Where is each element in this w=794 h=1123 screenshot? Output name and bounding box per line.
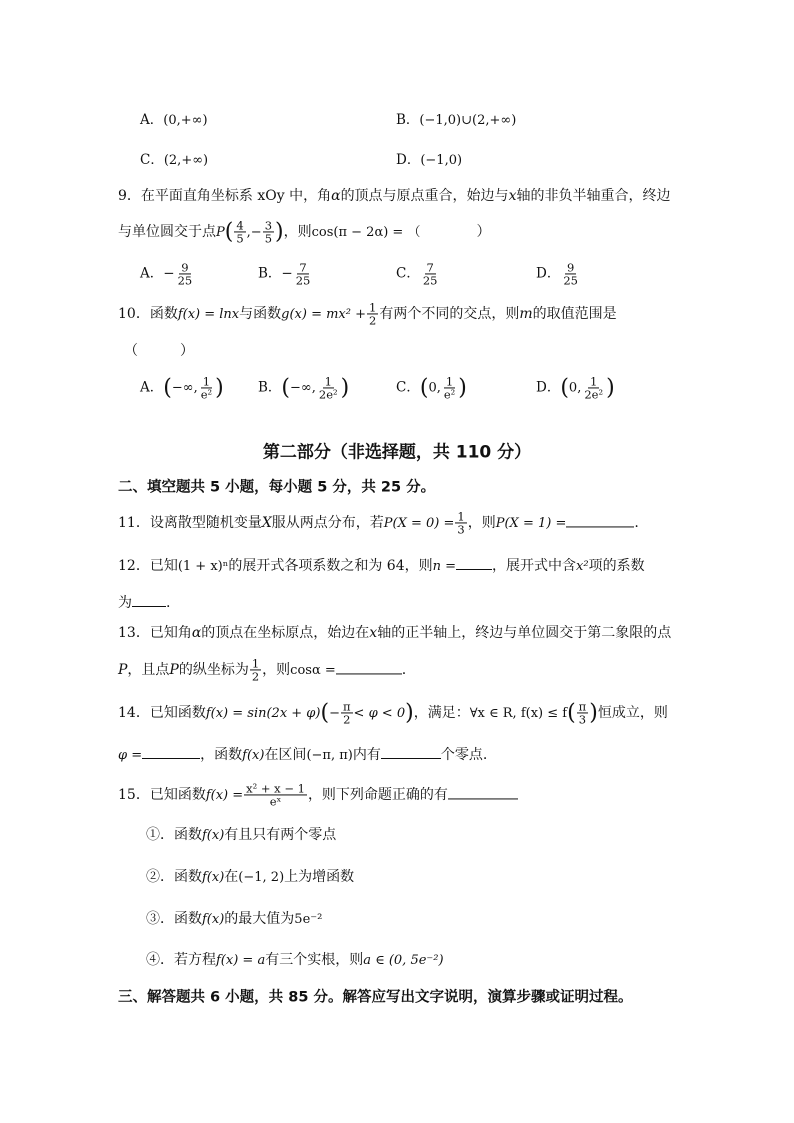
q10-text: 10．函数f(x) = lnx与函数g(x) = mx² + $\frac{1}{2}$ 有两个不同的交点，则m的取值范围是 [118, 300, 617, 328]
q9-option-d: D． $\frac{9}{25}$ [536, 260, 578, 288]
q9-option-b: B．− $\frac{7}{25}$ [258, 260, 311, 288]
q11 [0, 503, 794, 543]
part2-title: 第二部分（非选择题，共 110 分） [262, 442, 532, 463]
q8-option-c: C．(2,+∞) [140, 152, 209, 168]
q14-line2: φ = ，函数f(x)在区间(−π, π)内有 个零点. [118, 747, 488, 763]
q14-blank-phi[interactable] [142, 746, 200, 759]
q8-option-d: D．(−1,0) [396, 152, 463, 168]
q8-option-a: A．(0,+∞) [140, 112, 208, 128]
section2-heading: 二、填空题共 5 小题，每小题 5 分，共 25 分。 [118, 479, 436, 496]
q10-option-d: D．(0, $\frac{1}{\text{2e²}}$ ) [536, 374, 615, 402]
q15-text: 15．已知函数f(x) = $\frac{\text{x² + x − 1}}{\text{eˣ}}$ ，则下列命题正确的有 [118, 782, 518, 807]
q12-blank-n[interactable] [456, 557, 492, 570]
q8-option-b: B．(−1,0)∪(2,+∞) [396, 112, 517, 128]
q15-item-1: ①．函数f(x)有且只有两个零点 [146, 827, 337, 843]
q8-options-row2 [0, 138, 794, 178]
q13-line1 [0, 614, 794, 650]
q12-text: 12．已知(1 + x)ⁿ的展开式各项系数之和为 64，则n = ，展开式中含x²项的系数 [118, 558, 645, 574]
q9-py-fraction: $\frac{3}{5}$ [264, 218, 273, 246]
q9-line2 [0, 210, 794, 254]
q12-line2: 为 . [118, 595, 171, 611]
q11-answer-blank[interactable] [566, 514, 634, 527]
q10-answer-paren: （ ） [124, 343, 194, 359]
q15-item-4: ④．若方程f(x) = a有三个实根，则a ∈ (0, 5e⁻²) [146, 952, 444, 968]
q9-option-a: A．− $\frac{9}{25}$ [140, 260, 193, 288]
q14-line1 [0, 690, 794, 736]
q10-option-c: C．(0, $\frac{1}{\text{e²}}$ ) [396, 374, 467, 402]
q10-options [0, 366, 794, 410]
q9-line1 [0, 175, 794, 215]
section3-heading: 三、解答题共 6 小题，共 85 分。解答应写出文字说明，演算步骤或证明过程。 [118, 989, 633, 1006]
q15-stem [0, 772, 794, 818]
q9-px-fraction: $\frac{4}{5}$ [236, 218, 244, 246]
q13-line2: P，且点P的纵坐标为 $\frac{1}{2}$ ，则cosα = . [118, 656, 407, 684]
q11-text: 11．设离散型随机变量X服从两点分布，若P(X = 0) = $\frac{1}{3}$ ，则P(X = 1) = . [118, 509, 639, 537]
q12-blank-coef[interactable] [132, 594, 166, 607]
q14-blank-zeros[interactable] [381, 746, 441, 759]
q15-answer-blank[interactable] [448, 786, 518, 799]
q13-text: 13．已知角α的顶点在坐标原点，始边在x轴的正半轴上，终边与单位圆交于第二象限的点 [118, 625, 672, 641]
q9-options [0, 254, 794, 294]
q9-point: 与单位圆交于点P( $\frac{4}{5}$ ,− $\frac{3}{5}$ )，则cos(π − 2α) = （ ） [118, 218, 491, 246]
q10-line1 [0, 294, 794, 334]
q15-item-3: ③．函数f(x)的最大值为5e⁻² [146, 911, 323, 927]
q12-line1 [0, 545, 794, 585]
q13-answer-blank[interactable] [336, 661, 402, 674]
q9-text: 9．在平面直角坐标系 xOy 中，角α的顶点与原点重合，始边与x轴的非负半轴重合，终边 [118, 188, 671, 204]
q10-option-a: A．(−∞, $\frac{1}{\text{e²}}$ ) [140, 374, 224, 402]
q8-options-row1 [0, 98, 794, 138]
q15-item-2: ②．函数f(x)在(−1, 2)上为增函数 [146, 869, 355, 885]
q10-option-b: B．(−∞, $\frac{1}{\text{2e²}}$ ) [258, 374, 350, 402]
q9-option-c: C． $\frac{7}{25}$ [396, 260, 438, 288]
q14-text: 14．已知函数f(x) = sin(2x + φ)(− $\frac{\pi}{2}$ < φ < 0)，满足：∀x ∈ R, f(x) ≤ f( $\frac{\pi}{3}$ )恒成立，则 [118, 699, 668, 727]
